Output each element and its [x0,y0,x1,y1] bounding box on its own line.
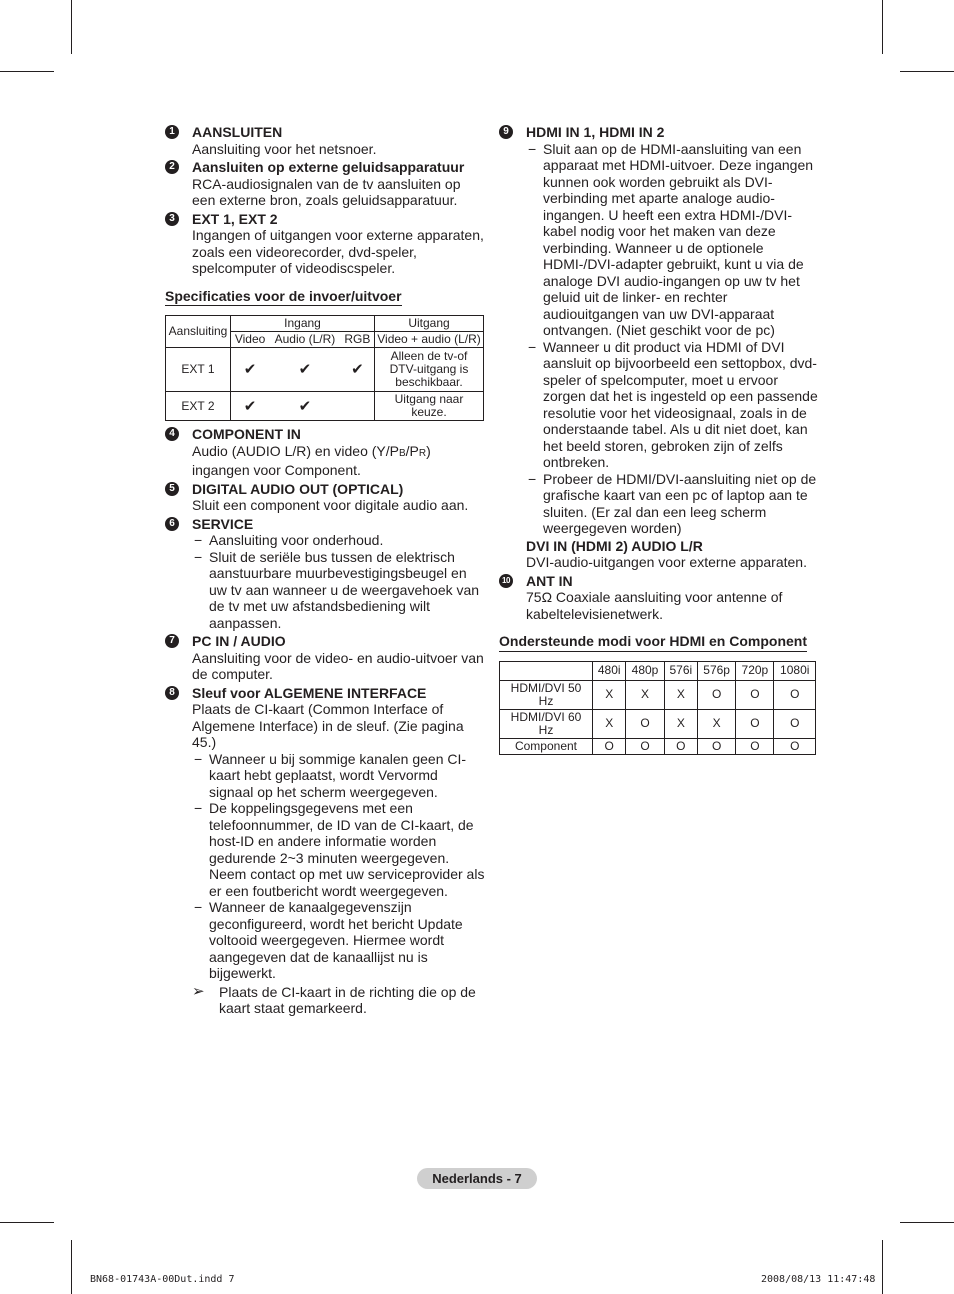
item-number: 5 [165,482,179,496]
table-cell: Audio (L/R) [269,332,341,348]
item-number: 8 [165,686,179,700]
table-cell: 576i [664,661,697,680]
item-title: DIGITAL AUDIO OUT (OPTICAL) [192,480,404,497]
crop-mark [0,1222,54,1223]
crop-mark [900,71,954,72]
table-cell: 576p [698,661,736,680]
item-title: ANT IN [526,572,573,589]
item-title: Aansluiten op externe geluidsapparatuur [192,159,465,175]
item-optical [165,481,485,514]
table-cell: Ingang [231,316,375,332]
table-cell: Aansluiting [166,316,231,348]
check-icon: ✔ [341,348,375,392]
spec-table [165,315,484,421]
crop-mark [71,1240,72,1294]
note [192,984,485,1017]
item-title: COMPONENT IN [192,426,301,442]
crop-mark [882,0,883,54]
item-title: Sleuf voor ALGEMENE INTERFACE [192,684,427,701]
table-cell: X [664,680,697,709]
table-cell: HDMI/DVI 50 Hz [500,680,593,709]
bullet-list [192,532,485,631]
dvi-desc: DVI-audio-uitgangen voor externe apparaten. [526,554,807,570]
item-aansluiten [165,124,485,157]
left-column [165,124,485,1019]
table-cell: 480p [626,661,664,680]
list-item: − Sluit de seriële bus tussen de elektrisch aanstuurbare muurbevestigingsbeugel en uw tv aan wanneer u de weergavehoek van de tv met uw afstandsbediening wilt aanpassen. [192,549,485,632]
item-desc: Ingangen of uitgangen voor externe apparaten, zoals een videorecorder, dvd-speler, spelcomputer of videodiscspeler. [192,227,484,276]
table-cell: O [736,680,774,709]
spec-table-title: Specificaties voor de invoer/uitvoer [165,288,402,307]
table-cell: O [774,709,816,738]
check-icon: ✔ [231,392,270,421]
table-row [500,709,816,738]
list-item: − Wanneer u bij sommige kanalen geen CI-kaart hebt geplaatst, wordt Vervormd signaal op het scherm weergegeven. [192,751,485,801]
check-icon: ✔ [269,348,341,392]
item-title: AANSLUITEN [192,124,283,140]
item-ext [165,211,485,277]
table-row [166,392,484,421]
dvi-title: DVI IN (HDMI 2) AUDIO L/R [526,537,703,554]
check-icon: ✔ [269,392,341,421]
page-number-badge: Nederlands - 7 [417,1168,537,1189]
table-cell: 480i [593,661,626,680]
item-component [165,426,485,479]
modes-table [499,661,816,755]
table-row [500,680,816,709]
item-title: EXT 1, EXT 2 [192,210,278,227]
crop-mark [882,1240,883,1294]
table-cell: RGB [341,332,375,348]
item-desc: Audio (AUDIO L/R) en video (Y/PB/PR) ingangen voor Component. [192,442,431,478]
crop-mark [0,71,54,72]
table-row [500,661,816,680]
table-cell: X [664,709,697,738]
arrow-icon: ➢ [192,982,205,1000]
table-cell: X [593,680,626,709]
table-cell: O [698,680,736,709]
table-cell: O [774,738,816,754]
bullet-list [526,141,819,537]
list-item: − Wanneer de kanaalgegevenszijn geconfigureerd, wordt het bericht Update voltooid weergegeven. Hiermee wordt aangegeven dat de kanaallijst nu is bijgewerkt. [192,899,485,982]
item-number: 9 [499,125,513,139]
item-number: 10 [499,574,513,588]
list-item: − Probeer de HDMI/DVI-aansluiting niet op de grafische kaart van een pc of laptop aan te sluiten. (Er zal dan een leeg scherm weergegeven worden) [526,471,819,537]
crop-mark [71,0,72,54]
item-number: 1 [165,125,179,139]
table-cell: Component [500,738,593,754]
item-number: 4 [165,427,179,441]
table-cell: Video + audio (L/R) [375,332,484,348]
table-cell: O [664,738,697,754]
bullet-list [192,751,485,982]
table-cell: HDMI/DVI 60 Hz [500,709,593,738]
item-external-audio [165,159,485,209]
table-cell [500,661,593,680]
right-column [499,124,819,755]
item-desc: Aansluiting voor het netsnoer. [192,140,377,157]
item-number: 6 [165,517,179,531]
table-cell: 1080i [774,661,816,680]
item-title: SERVICE [192,515,254,532]
item-ant [499,573,819,623]
list-item: − Wanneer u dit product via HDMI of DVI aansluit op bijvoorbeeld een settopbox, dvd-speler of spelcomputer, moet u ervoor zorgen dat het is ingesteld op een passende resolutie voor het videosignaal, zoals in de onderstaande tabel. Als u dit niet doet, kan het beeld storen, gebroken zijn of zelfs ontbreken. [526,339,819,471]
table-row [166,348,484,392]
table-cell: 720p [736,661,774,680]
table-row [500,738,816,754]
print-slug-file: BN68-01743A-00Dut.indd 7 [90,1274,235,1285]
table-cell: O [626,738,664,754]
table-cell: Alleen de tv-of DTV-uitgang is beschikbaar. [375,348,484,392]
table-cell: O [698,738,736,754]
list-item: − Aansluiting voor onderhoud. [192,532,485,549]
item-title: PC IN / AUDIO [192,633,286,649]
item-service [165,516,485,632]
table-cell: O [774,680,816,709]
check-icon: ✔ [231,348,270,392]
table-cell: EXT 1 [166,348,231,392]
item-number: 3 [165,212,179,226]
crop-mark [900,1222,954,1223]
item-number: 2 [165,160,179,174]
note-text: Plaats de CI-kaart in de richting die op de kaart staat gemarkeerd. [219,983,476,1016]
item-number: 7 [165,634,179,648]
item-desc: Sluit een component voor digitale audio aan. [192,497,469,513]
table-cell: O [736,709,774,738]
table-cell: EXT 2 [166,392,231,421]
item-pc [165,633,485,683]
list-item: − Sluit aan op de HDMI-aansluiting van een apparaat met HDMI-uitvoer. Deze ingangen kunnen ook worden gebruikt als DVI-verbinding met aparte analoge audio-ingangen. U heeft een extra HDMI-/DVI-kabel nodig voor het maken van deze verbinding. Wanneer u de optionele HDMI-/DVI-adapter gebruikt, kunt u via de analoge DVI audio-ingangen op uw tv het geluid uit de linker- en rechter audiouitgangen van uw DVI-apparaat ontvangen. (Niet geschikt voor de pc) [526,141,819,339]
table-cell: O [736,738,774,754]
table-cell: X [626,680,664,709]
table-cell: O [626,709,664,738]
table-cell: O [593,738,626,754]
table-cell: Uitgang [375,316,484,332]
table-cell: X [698,709,736,738]
table-cell: Video [231,332,270,348]
item-ci-slot [165,685,485,1017]
table-cell: X [593,709,626,738]
table-cell: Uitgang naar keuze. [375,392,484,421]
print-slug-date: 2008/08/13 11:47:48 [761,1274,876,1285]
item-hdmi [499,124,819,571]
modes-table-title: Ondersteunde modi voor HDMI en Component [499,633,807,652]
item-desc: Aansluiting voor de video- en audio-uitvoer van de computer. [192,649,484,682]
list-item: − De koppelingsgegevens met een telefoonnummer, de ID van de CI-kaart, de host-ID en andere informatie worden gedurende 2~3 minuten weergegeven. Neem contact op met uw serviceprovider als er een foutbericht wordt weergegeven. [192,800,485,899]
item-desc: 75Ω Coaxiale aansluiting voor antenne of kabeltelevisienetwerk. [526,589,783,622]
table-cell [341,392,375,421]
item-desc: RCA-audiosignalen van de tv aansluiten op een externe bron, zoals geluidsapparatuur. [192,175,461,208]
item-title: HDMI IN 1, HDMI IN 2 [526,124,665,140]
table-row [166,316,484,332]
item-desc: Plaats de CI-kaart (Common Interface of Algemene Interface) in de sleuf. (Zie pagina 45.) [192,701,464,750]
